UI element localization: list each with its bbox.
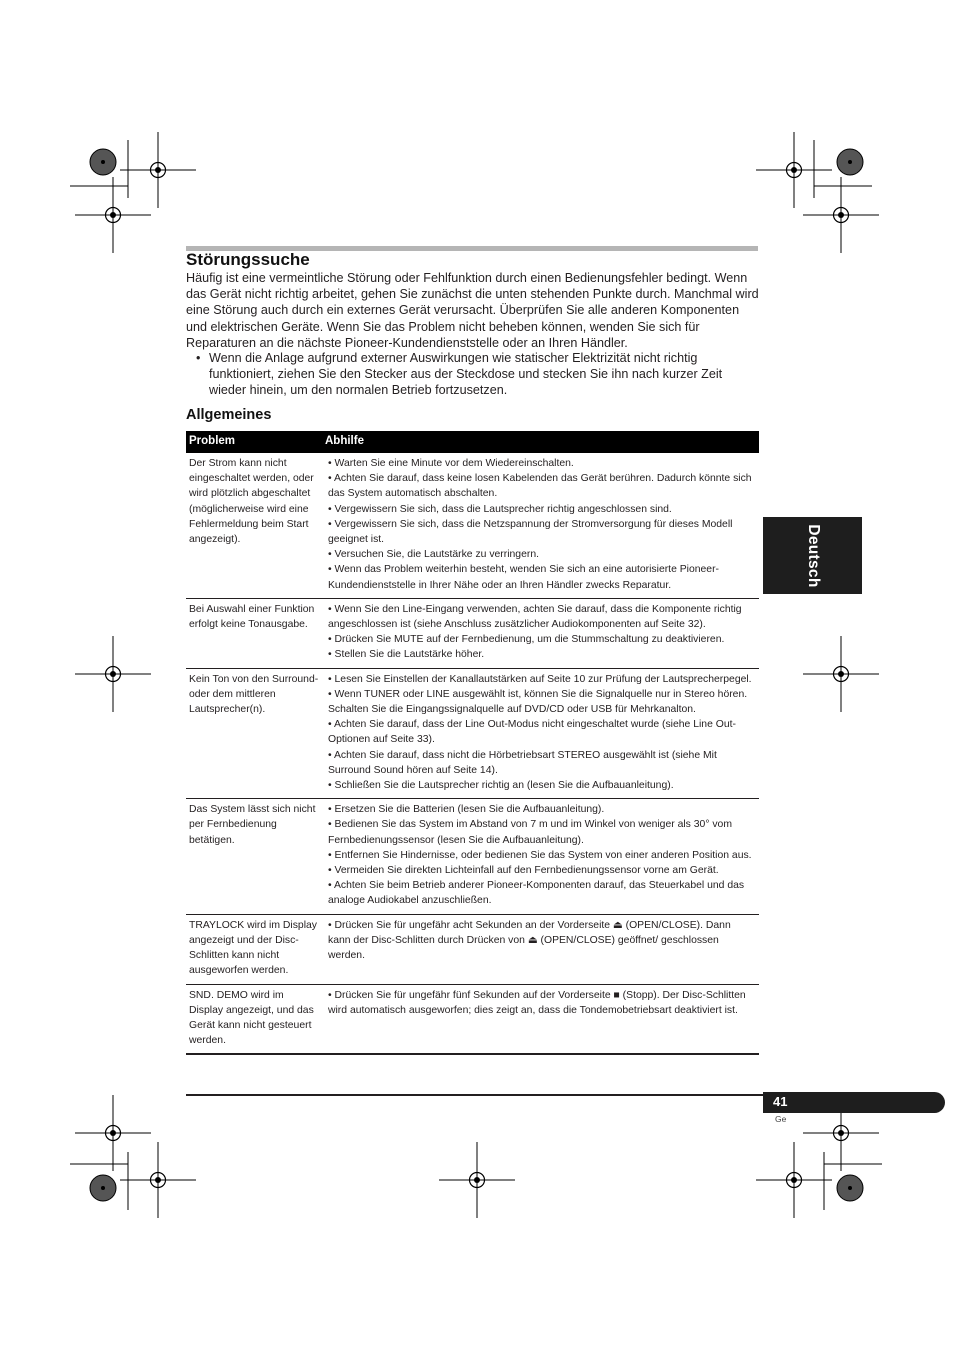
remedy-item: • Vermeiden Sie direkten Lichteinfall auf den Fernbedienungssensor vorne am Gerät. [328, 865, 719, 877]
table-header-row [186, 431, 759, 453]
problem-cell: SND. DEMO wird im Display angezeigt, und das Gerät kann nicht gesteuert werden. [186, 984, 322, 1054]
remedy-item: • Achten Sie darauf, dass keine losen Kabelenden das Gerät berühren. Dadurch könnte sich das System automatisch abschalten. [328, 473, 752, 500]
remedy-cell [322, 984, 759, 1054]
remedy-cell [322, 598, 759, 668]
crosshair-top-right-1 [756, 132, 832, 208]
remedy-item: • Vergewissern Sie sich, dass die Netzspannung der Stromversorgung für dieses Modell geeignet ist. [328, 518, 733, 546]
crosshair-top-left-2 [75, 177, 151, 253]
page-number-badge [763, 1092, 945, 1113]
intro-bullet-text: Wenn die Anlage aufgrund externer Auswirkungen wie statischer Elektrizität nicht richtig funktioniert, ziehen Sie den Stecker aus der Steckdose und stecken Sie ihn nach kurzer Zeit wieder hinein, um den normalen Betrieb fortzusetzen. [209, 351, 723, 398]
table-row [186, 453, 759, 598]
crosshair-bottom-left-1 [120, 1142, 196, 1218]
remedy-item: • Wenn das Problem weiterhin besteht, wenden Sie sich an eine autorisierte Pioneer-Kundendienststelle in Ihrer Nähe oder an Ihren Händler zwecks Reparatur. [328, 564, 720, 591]
table-row [186, 914, 759, 984]
remedy-cell [322, 799, 759, 914]
remedy-item: • Schließen Sie die Lautsprecher richtig an (lesen Sie die Aufbauanleitung). [328, 780, 674, 792]
page-number: 41 [773, 1094, 788, 1109]
remedy-cell [322, 453, 759, 598]
crosshair-top-left-1 [120, 132, 196, 208]
bullet-mark: • [196, 351, 201, 365]
remedy-cell [322, 668, 759, 799]
star-target-top-left [90, 149, 116, 175]
star-target-bottom-left [90, 1175, 116, 1201]
remedy-item: • Drücken Sie MUTE auf der Fernbedienung, um die Stummschaltung zu deaktivieren. [328, 634, 725, 646]
header-problem: Problem [186, 431, 322, 453]
problem-cell: Der Strom kann nicht eingeschaltet werden, oder wird plötzlich abgeschaltet (möglicherweise wird eine Fehlermeldung beim Start angezeigt). [186, 453, 322, 598]
language-code: Ge [775, 1114, 787, 1124]
table-row [186, 799, 759, 914]
subsection-title: Allgemeines [186, 407, 272, 423]
remedy-item: • Drücken Sie für ungefähr fünf Sekunden auf der Vorderseite ■ (Stopp). Der Disc-Schlitten wird automatisch ausgeworfen; dies zeigt an, dass die Tondemobetriebsart deaktiviert ist. [328, 989, 746, 1016]
crosshair-mid-right [803, 636, 879, 712]
remedy-item: • Lesen Sie Einstellen der Kanallautstärken auf Seite 10 zur Prüfung der Lautsprecherpegel. [328, 673, 752, 685]
problem-cell: Das System lässt sich nicht per Fernbedienung betätigen. [186, 799, 322, 914]
remedy-item: • Achten Sie beim Betrieb anderer Pioneer-Komponenten darauf, das Steuerkabel und das analoge Audiokabel anzuschließen. [328, 880, 745, 907]
remedy-item: • Achten Sie darauf, dass der Line Out-Modus nicht eingeschaltet wurde (siehe Line Out-Optionen auf Seite 33). [328, 719, 736, 746]
remedy-item: • Entfernen Sie Hindernisse, oder bedienen Sie das System von einer anderen Position aus. [328, 849, 752, 861]
side-tab-label: Deutsch [804, 523, 822, 588]
section-title: Störungssuche [186, 250, 310, 269]
problem-cell: TRAYLOCK wird im Display angezeigt und der Disc-Schlitten kann nicht ausgeworfen werden. [186, 914, 322, 984]
crosshair-bottom-right-1 [756, 1142, 832, 1218]
footer-rule [186, 1094, 763, 1096]
remedy-item: • Stellen Sie die Lautstärke höher. [328, 649, 485, 661]
remedy-item: • Wenn Sie den Line-Eingang verwenden, achten Sie darauf, dass die Komponente richtig angeschlossen ist (siehe Anschluss zusätzlicher Audiokomponenten auf Seite 32). [328, 603, 742, 631]
problem-cell: Kein Ton von den Surround- oder dem mittleren Lautsprecher(n). [186, 668, 322, 799]
troubleshooting-table [186, 431, 759, 1055]
crosshair-top-right-2 [803, 177, 879, 253]
table-row [186, 984, 759, 1054]
star-target-top-right [837, 149, 863, 175]
remedy-item: • Drücken Sie für ungefähr acht Sekunden an der Vorderseite ⏏ (OPEN/CLOSE). Dann kann der Disc-Schlitten durch Drücken von ⏏ (OPEN/CLOSE) geöffnet/ geschlossen werden. [328, 919, 731, 962]
intro-paragraph: Häufig ist eine vermeintliche Störung oder Fehlfunktion durch einen Bedienungsfehler bedingt. Wenn das Gerät nicht richtig arbeitet, gehen Sie zunächst die unten stehenden Punkte durch. Manchmal wird eine Störung auch durch ein externes Gerät verursacht. Überprüfen Sie alle anderen Komponenten und elektrischen Geräte. Wenn Sie das Problem nicht beheben können, wenden Sie sich für Reparaturen an die nächste Pioneer-Kundendienststelle oder an Ihren Händler. [186, 271, 759, 350]
intro-bullet [186, 350, 760, 399]
crosshair-mid-left [75, 636, 151, 712]
language-side-tab [763, 517, 862, 594]
header-remedy: Abhilfe [322, 431, 759, 453]
remedy-cell [322, 914, 759, 984]
remedy-item: • Versuchen Sie, die Lautstärke zu verringern. [328, 549, 539, 561]
crosshair-bottom-center [439, 1142, 515, 1218]
remedy-item: • Warten Sie eine Minute vor dem Wiedereinschalten. [328, 458, 574, 469]
table-row [186, 598, 759, 668]
remedy-item: • Ersetzen Sie die Batterien (lesen Sie die Aufbauanleitung). [328, 804, 605, 816]
remedy-item: • Wenn TUNER oder LINE ausgewählt ist, können Sie die Signalquelle nur in Stereo hören. Schalten Sie die Eingangssignalquelle auf DVD/CD oder USB für Mehrkanalton. [328, 688, 748, 716]
remedy-item: • Vergewissern Sie sich, dass die Lautsprecher richtig angeschlossen sind. [328, 503, 672, 515]
remedy-item: • Bedienen Sie das System im Abstand von 7 m und im Winkel von weniger als 30° vom Fernbedienungssensor (lesen Sie die Aufbauanleitung). [328, 819, 732, 846]
problem-cell: Bei Auswahl einer Funktion erfolgt keine Tonausgabe. [186, 598, 322, 668]
star-target-bottom-right [837, 1175, 863, 1201]
remedy-item: • Achten Sie darauf, dass nicht die Hörbetriebsart STEREO ausgewählt ist (siehe Mit Surround Sound hören auf Seite 14). [328, 749, 717, 776]
crosshair-bottom-left-2 [75, 1095, 151, 1171]
table-row [186, 668, 759, 799]
